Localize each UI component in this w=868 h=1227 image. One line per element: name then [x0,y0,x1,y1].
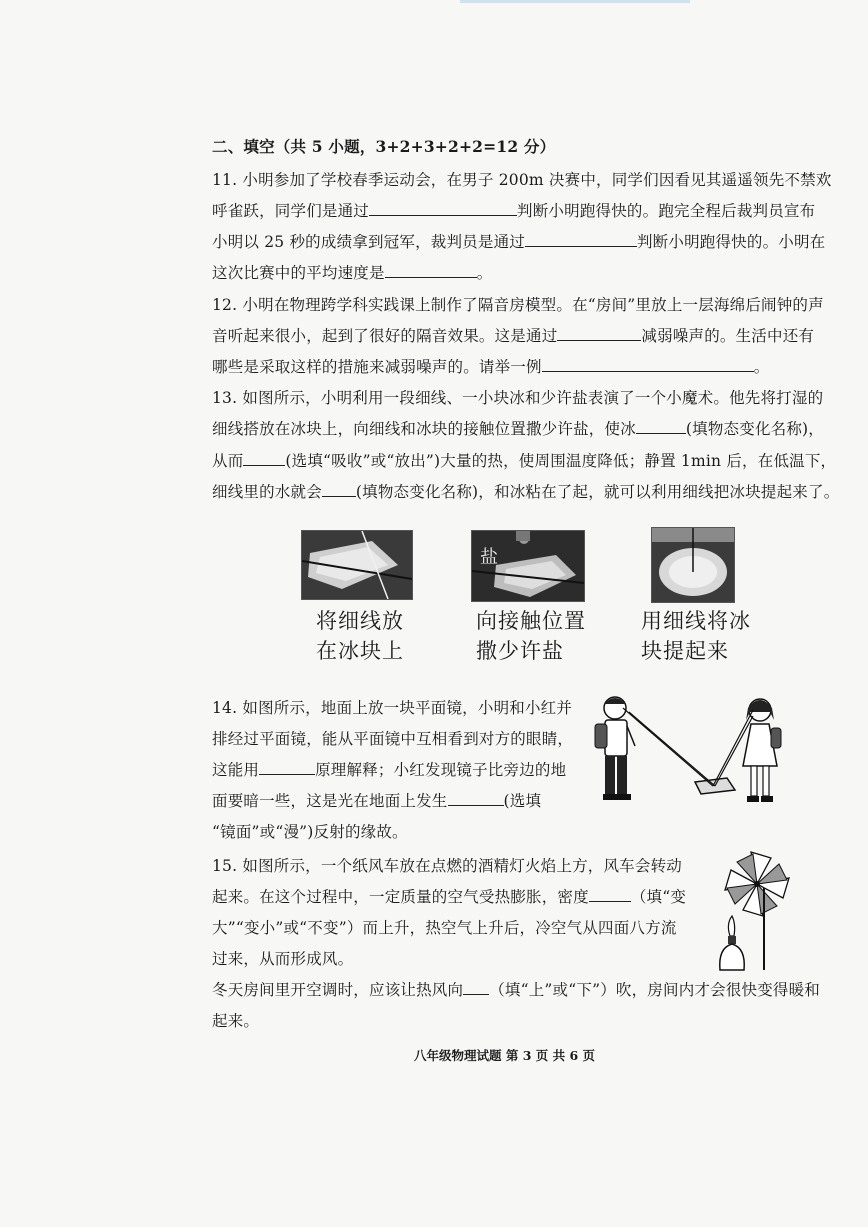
caption-2-line-2: 撒少许盐 [476,639,564,663]
lift-ice-photo [651,527,735,603]
alcohol-lamp-icon [720,916,745,970]
q13-line-2: 细线搭放在冰块上，向细线和冰块的接触位置撒少许盐，使冰 (填物态变化名称)， [212,420,825,438]
q14-line-1: 14. 如图所示，地面上放一块平面镜，小明和小红并 [212,699,573,717]
salt-label: 盐 [480,547,498,568]
q14-blank-1[interactable] [259,760,315,775]
q11-blank-2[interactable] [525,232,637,247]
q15-line-1: 15. 如图所示，一个纸风车放在点燃的酒精灯火焰上方，风车会转动 [212,857,682,875]
q11-line-4: 这次比赛中的平均速度是 。 [212,264,493,282]
caption-1-line-2: 在冰块上 [316,639,404,663]
salt-on-ice-photo [471,530,585,602]
q11-line-3: 小明以 25 秒的成绩拿到冠军，裁判员是通过 判断小明跑得快的。小明在 [212,233,826,251]
caption-3-line-1: 用细线将冰 [641,609,751,633]
q15-line-4: 过来，从而形成风。 [212,950,354,968]
q13-blank-2[interactable] [243,451,285,466]
q13-line-3: 从而 (选填“吸收”或“放出”)大量的热，使周围温度降低；静置 1min 后，在低温下， [212,452,837,470]
q14-line-2: 排经过平面镜，能从平面镜中互相看到对方的眼睛， [212,730,574,748]
girl-figure [743,699,781,802]
q14-line-5: “镜面”或“漫”)反射的缘故。 [212,823,408,841]
q14-line-4: 面要暗一些，这是光在地面上发生 (选填 [212,792,542,810]
caption-2-line-1: 向接触位置 [476,609,586,633]
q13-line-1: 13. 如图所示，小明利用一段细线、一小块冰和少许盐表演了一个小魔术。他先将打湿的 [212,389,824,407]
section-heading: 二、填空（共 5 小题，3+2+3+2+2=12 分） [212,137,556,156]
q15-line-5: 冬天房间里开空调时，应该让热风向 （填“上”或“下”）吹，房间内才会很快变得暖和 [212,981,821,999]
q12-blank-1[interactable] [557,326,641,341]
q15-line-3: 大”“变小”或“不变”）而上升，热空气上升后，冷空气从四面八方流 [212,919,677,937]
q11-blank-3[interactable] [385,263,477,278]
q15-blank-1[interactable] [589,887,631,902]
q13-line-4: 细线里的水就会 (填物态变化名称)，和冰粘在了起，就可以利用细线把冰块提起来了。 [212,483,840,501]
caption-3-line-2: 块提起来 [641,639,729,663]
q11-line-1: 11. 小明参加了学校春季运动会，在男子 200m 决赛中，同学们因看见其遥遥领先不禁欢 [212,171,832,189]
q11-line-2: 呼雀跃，同学们是通过 判断小明跑得快的。跑完全程后裁判员宣布 [212,202,816,220]
q11-blank-1[interactable] [369,201,517,216]
q15-line-6: 起来。 [212,1012,260,1030]
q12-blank-2[interactable] [542,357,754,372]
caption-1-line-1: 将细线放 [316,609,404,633]
pinwheel-icon [725,852,789,916]
ice-with-thread-photo [301,530,413,600]
mirror-reflection-illustration [585,690,810,812]
pinwheel-lamp-illustration [712,842,802,972]
q15-blank-2[interactable] [463,980,489,995]
q12-line-2: 音听起来很小，起到了很好的隔音效果。这是通过 减弱噪声的。生活中还有 [212,327,815,345]
q12-line-3: 哪些是采取这样的措施来减弱噪声的。请举一例 。 [212,358,770,376]
q13-blank-3[interactable] [322,482,356,497]
scan-edge-mark [460,0,690,3]
q14-line-3: 这能用 原理解释；小红发现镜子比旁边的地 [212,761,567,779]
page-footer: 八年级物理试题 第 3 页 共 6 页 [414,1048,596,1063]
q12-line-1: 12. 小明在物理跨学科实践课上制作了隔音房模型。在“房间”里放上一层海绵后闹钟的声 [212,296,824,314]
q14-blank-2[interactable] [448,791,504,806]
q15-line-2: 起来。在这个过程中，一定质量的空气受热膨胀，密度 （填“变 [212,888,687,906]
q13-blank-1[interactable] [636,419,686,434]
